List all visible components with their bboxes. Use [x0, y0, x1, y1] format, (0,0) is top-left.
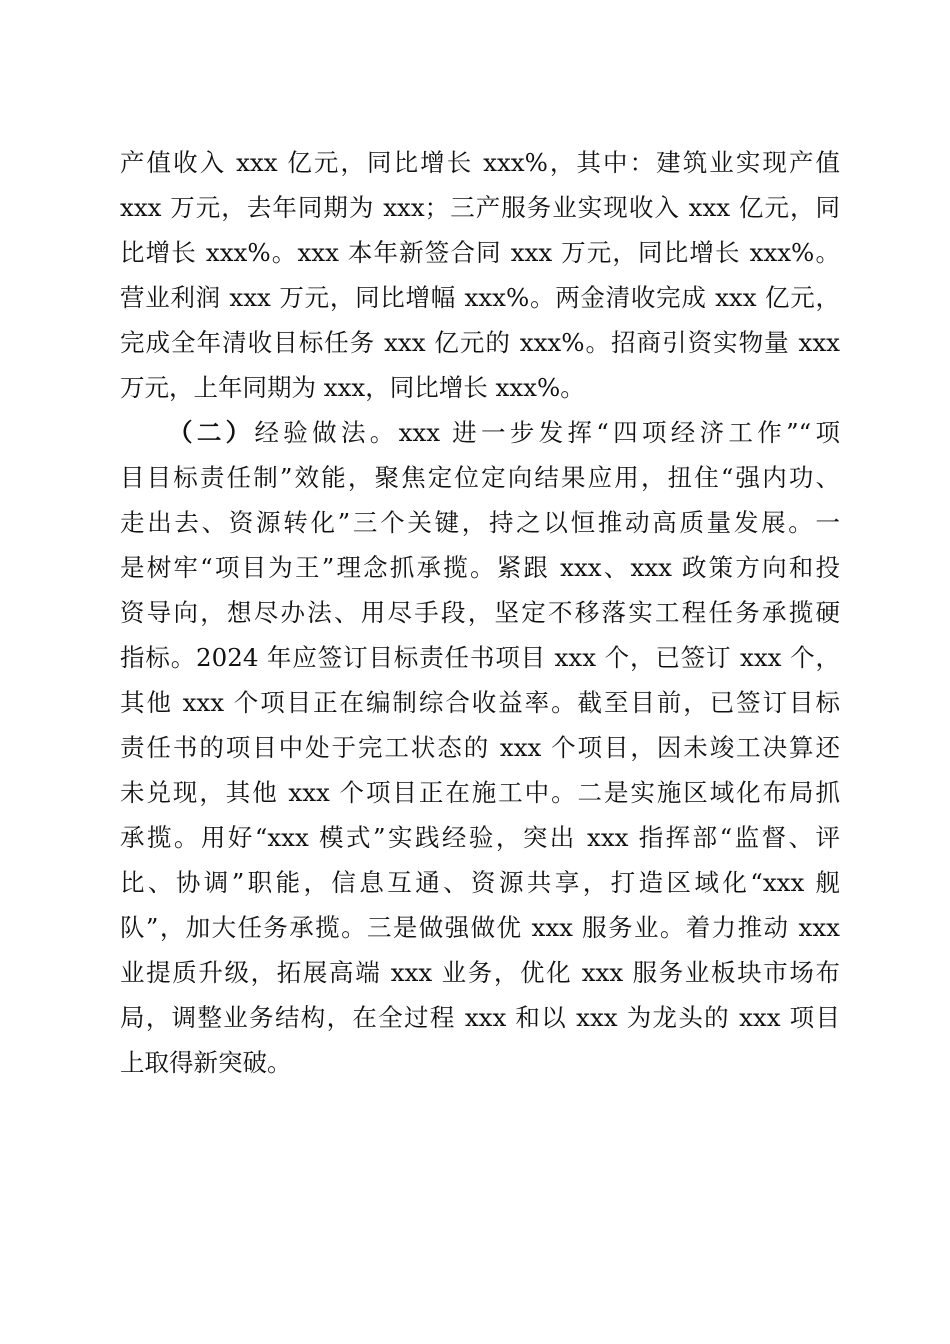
paragraph-line: 万元，上年同期为 xxx，同比增长 xxx%。 — [120, 373, 585, 402]
paragraph-line: xxx 万元，去年同期为 xxx；三产服务业实现收入 xxx 亿元，同 — [120, 193, 840, 222]
paragraph-line: 资导向，想尽办法、用尽手段，坚定不移落实工程任务承揽硬 — [120, 598, 840, 627]
paragraph-line: 上取得新突破。 — [120, 1048, 292, 1077]
paragraph-line: 产值收入 xxx 亿元，同比增长 xxx%，其中：建筑业实现产值 — [120, 148, 840, 177]
paragraph-line: 比增长 xxx%。xxx 本年新签合同 xxx 万元，同比增长 xxx%。 — [120, 238, 840, 267]
paragraph-line: 比、协调”职能，信息互通、资源共享，打造区域化“xxx 舰 — [120, 868, 840, 897]
paragraph-line: 承揽。用好“xxx 模式”实践经验，突出 xxx 指挥部“监督、评 — [120, 823, 840, 852]
paragraph-line: 未兑现，其他 xxx 个项目正在施工中。二是实施区域化布局抓 — [120, 778, 840, 807]
paragraph-line: 局，调整业务结构，在全过程 xxx 和以 xxx 为龙头的 xxx 项目 — [120, 1003, 840, 1032]
paragraph-line: 完成全年清收目标任务 xxx 亿元的 xxx%。招商引资实物量 xxx — [120, 328, 840, 357]
paragraph-line: 目目标责任制”效能，聚焦定位定向结果应用，扭住“强内功、 — [120, 463, 840, 492]
paragraph-line: 指标。2024 年应签订目标责任书项目 xxx 个，已签订 xxx 个， — [120, 643, 840, 672]
paragraph-line: 队”，加大任务承揽。三是做强做优 xxx 服务业。着力推动 xxx — [120, 913, 840, 942]
paragraph-line: 其他 xxx 个项目正在编制综合收益率。截至目前，已签订目标 — [120, 688, 840, 717]
paragraph-line: 是树牢“项目为王”理念抓承揽。紧跟 xxx、xxx 政策方向和投 — [120, 553, 840, 582]
section-heading-line — [168, 413, 840, 453]
paragraph-line: 营业利润 xxx 万元，同比增幅 xxx%。两金清收完成 xxx 亿元， — [120, 283, 840, 312]
section-heading-label: （二） — [168, 418, 255, 447]
paragraph-line: 业提质升级，拓展高端 xxx 业务，优化 xxx 服务业板块市场布 — [120, 958, 840, 987]
paragraph-line: 走出去、资源转化”三个关键，持之以恒推动高质量发展。一 — [120, 508, 840, 537]
paragraph-line: 经验做法。xxx 进一步发挥“四项经济工作”“项 — [254, 418, 840, 447]
paragraph-line: 责任书的项目中处于完工状态的 xxx 个项目，因未竣工决算还 — [120, 733, 840, 762]
